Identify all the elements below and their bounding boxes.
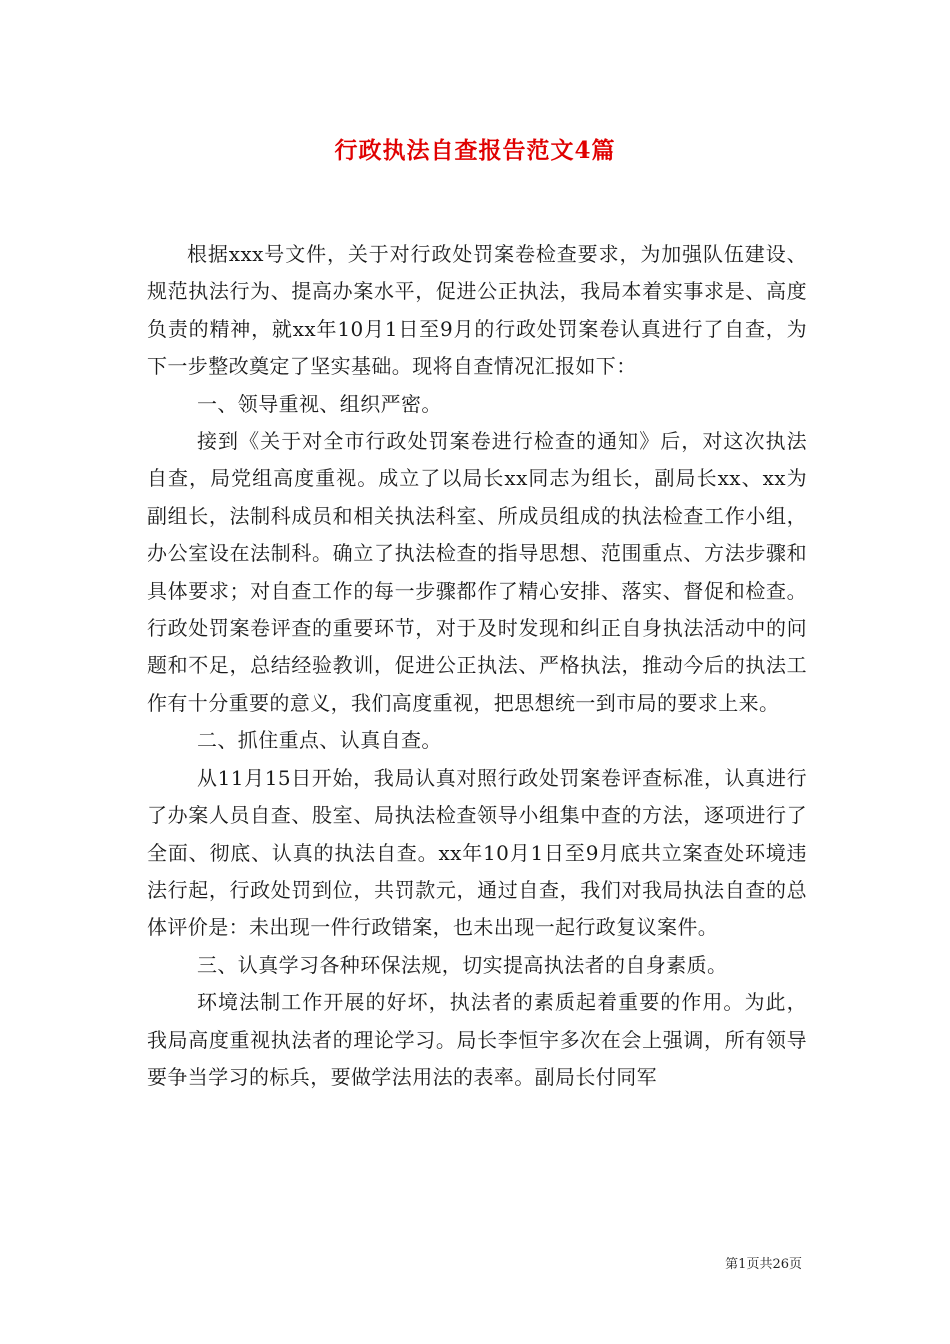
- section-heading-2: 二、抓住重点、认真自查。: [197, 728, 442, 753]
- section-heading-1: 一、领导重视、组织严密。: [197, 391, 442, 416]
- paragraph-section-1: 接到《关于对全市行政处罚案卷进行检查的通知》后，对这次执法自查，局党组高度重视。成立了以局长xx同志为组长，副局长xx、xx为副组长，法制科成员和相关执法科室、所成员组成的执法检查工作小组，办公室设在法制科。确立了执法检查的指导思想、范围重点、方法步骤和具体要求；对自查工作的每一步骤都作了精心安排、落实、督促和检查。行政处罚案卷评查的重要环节，对于及时发现和纠正自身执法活动中的问题和不足，总结经验教训，促进公正执法、严格执法，推动今后的执法工作有十分重要的意义，我们高度重视，把思想统一到市局的要求上来。: [147, 429, 807, 715]
- paragraph-intro: 根据xxx号文件，关于对行政处罚案卷检查要求，为加强队伍建设、规范执法行为、提高办案水平，促进公正执法，我局本着实事求是、高度负责的精神，就xx年10月1日至9月的行政处罚案卷认真进行了自查，为下一步整改奠定了坚实基础。现将自查情况汇报如下：: [147, 242, 807, 379]
- document-title: 行政执法自查报告范文4篇: [334, 137, 616, 164]
- paragraph-section-3: 环境法制工作开展的好坏，执法者的素质起着重要的作用。为此，我局高度重视执法者的理论学习。局长李恒宇多次在会上强调，所有领导要争当学习的标兵，要做学法用法的表率。副局长付同军: [147, 990, 807, 1089]
- document-body: [147, 236, 807, 1096]
- page-number-footer: 第1页共26页: [725, 1257, 802, 1272]
- paragraph-section-2: 从11月15日开始，我局认真对照行政处罚案卷评查标准，认真进行了办案人员自查、股室、局执法检查领导小组集中查的方法，逐项进行了全面、彻底、认真的执法自查。xx年10月1日至9月底共立案查处环境违法行起，行政处罚到位，共罚款元，通过自查，我们对我局执法自查的总体评价是：未出现一件行政错案，也未出现一起行政复议案件。: [147, 765, 807, 940]
- section-heading-3: 三、认真学习各种环保法规，切实提高执法者的自身素质。: [197, 952, 728, 977]
